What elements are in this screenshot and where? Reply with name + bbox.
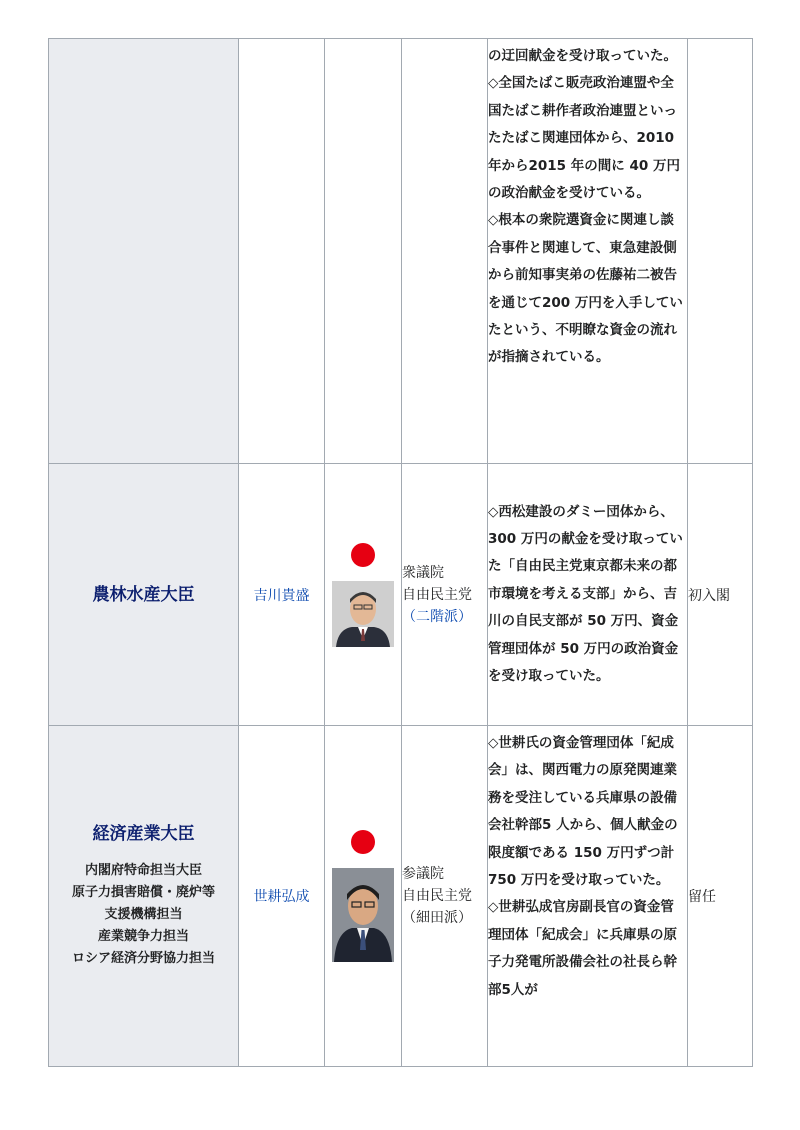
post-subtitle: 原子力損害賠償・廃炉等 (71, 885, 215, 900)
note-paragraph: ◇根本の衆院選資金に関連し談合事件と関連して、東急建設側から前知事実弟の佐藤祐二被告を通じて200 万円を入手していたという、不明瞭な資金の流れが指摘されている。 (488, 212, 683, 366)
post-cell (49, 39, 239, 464)
post-title: 経済産業大臣 (92, 824, 195, 844)
party-label: 自由民主党 (402, 586, 472, 603)
house-label: 衆議院 (402, 564, 444, 581)
note-paragraph: ◇世耕氏の資金管理団体「紀成会」は、関西電力の原発関連業務を受注している兵庫県の設備会社幹部5 人から、個人献金の限度額である 150 万円ずつ計750 万円を受け取っていた。 (488, 735, 678, 889)
status-cell: 初入閣 (688, 464, 753, 726)
note-paragraph: ◇西松建設のダミー団体から、300 万円の献金を受け取っていた「自由民主党東京都未来の都市環境を考える支部」から、吉川の自民支部が 50 万円、資金管理団体が 50 万円の政治資金を受け取っていた。 (488, 503, 683, 685)
post-subtitle: 内閣府特命担当大臣 (84, 863, 202, 878)
table-row (49, 39, 753, 464)
note-cell (488, 39, 688, 464)
minister-name-link[interactable]: 吉川貴盛 (253, 587, 310, 604)
minister-name-link[interactable]: 世耕弘成 (253, 889, 310, 905)
post-title: 農林水産大臣 (92, 584, 195, 605)
photo-cell (325, 464, 402, 726)
post-subtitle: ロシア経済分野協力担当 (71, 951, 215, 966)
portrait-photo[interactable] (332, 868, 394, 962)
post-subtitle: 支援機構担当 (104, 907, 183, 922)
note-paragraph: の迂回献金を受け取っていた。 (488, 48, 677, 64)
cabinet-table (48, 38, 753, 1067)
portrait-photo-icon (332, 581, 394, 647)
photo-cell (325, 726, 402, 1067)
table-row (49, 464, 753, 726)
post-subtitle: 産業競争力担当 (97, 929, 189, 944)
note-cell (488, 726, 688, 1067)
name-cell (239, 464, 325, 726)
faction-link[interactable]: （二階派） (402, 608, 472, 625)
party-cell (402, 464, 488, 726)
status-cell: 留任 (688, 726, 753, 1067)
party-cell (402, 39, 488, 464)
name-cell (239, 726, 325, 1067)
photo-cell (325, 39, 402, 464)
note-paragraph: ◇世耕弘成官房副長官の資金管理団体「紀成会」に兵庫県の原子力発電所設備会社の社長ら幹部5人が (488, 899, 677, 998)
faction-label: （細田派） (402, 910, 472, 926)
note-cell (488, 464, 688, 726)
red-dot-marker-icon (351, 830, 375, 854)
name-cell (239, 39, 325, 464)
post-cell (49, 726, 239, 1067)
portrait-photo-icon (332, 868, 394, 962)
party-label: 自由民主党 (402, 888, 472, 904)
party-cell (402, 726, 488, 1067)
status-cell (688, 39, 753, 464)
post-subtitles (49, 860, 238, 970)
portrait-photo[interactable] (332, 581, 394, 647)
red-dot-marker-icon (351, 543, 375, 567)
table-row (49, 726, 753, 1067)
post-cell (49, 464, 239, 726)
house-label: 参議院 (402, 866, 444, 882)
note-paragraph: ◇全国たばこ販売政治連盟や全国たばこ耕作者政治連盟といったたばこ関連団体から、2010 年から2015 年の間に 40 万円の政治献金を受けている。 (488, 75, 680, 202)
